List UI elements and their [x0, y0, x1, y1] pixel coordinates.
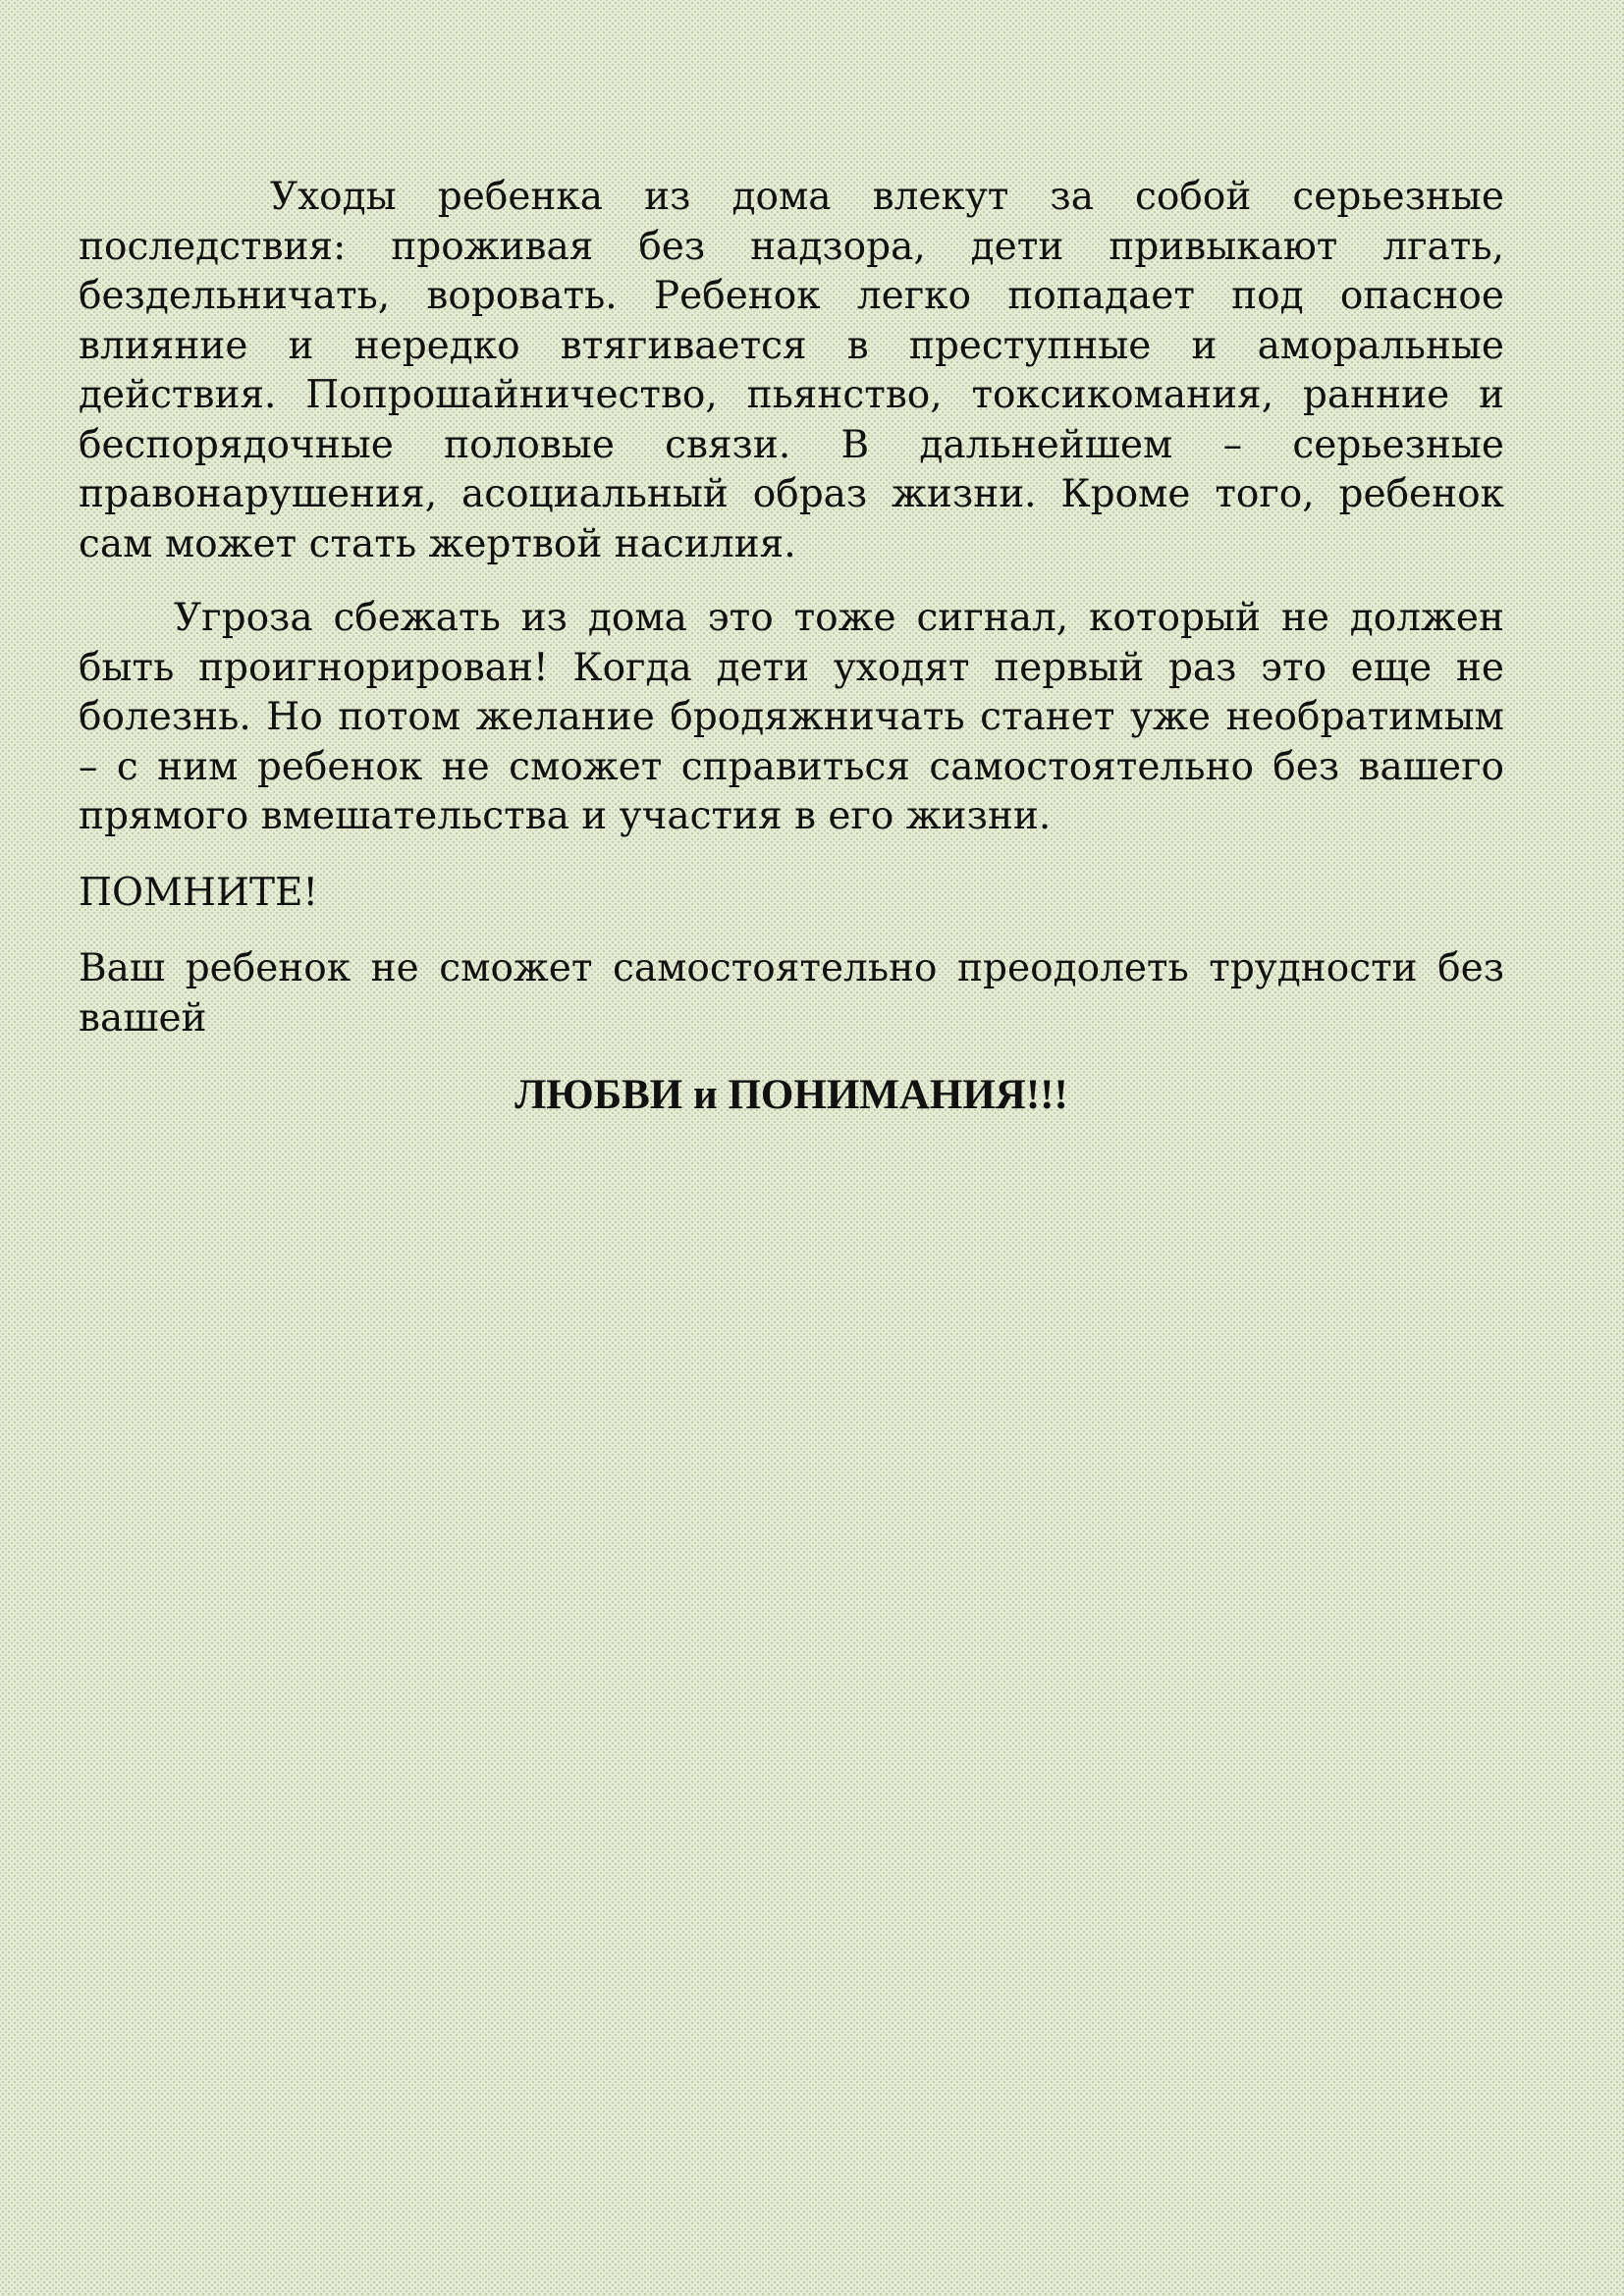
paragraph-child-needs: Ваш ребенок не сможет самостоятельно преодолеть трудности без вашей	[79, 946, 1504, 1041]
remember-heading: ПОМНИТЕ!	[79, 870, 319, 915]
paragraph-threat-signal: Угроза сбежать из дома это тоже сигнал, который не должен быть проигнорирован! Когда дети уходят первый раз это еще не болезнь. Но потом желание бродяжничать станет уже необратимым – с ним ребенок не сможет справиться самостоятельно без вашего прямого вмешательства и участия в его жизни.	[79, 596, 1504, 838]
closing-slogan: ЛЮБВИ и ПОНИМАНИЯ!!!	[514, 1072, 1068, 1118]
paragraph-consequences: Уходы ребенка из дома влекут за собой серьезные последствия: проживая без надзора, дети привыкают лгать, бездельничать, воровать. Ребенок легко попадает под опасное влияние и нередко втягивается в преступные и аморальные действия. Попрошайничество, пьянство, токсикомания, ранние и беспорядочные половые связи. В дальнейшем – серьезные правонарушения, асоциальный образ жизни. Кроме того, ребенок сам может стать жертвой насилия.	[79, 175, 1504, 566]
document-page	[79, 173, 1504, 1122]
